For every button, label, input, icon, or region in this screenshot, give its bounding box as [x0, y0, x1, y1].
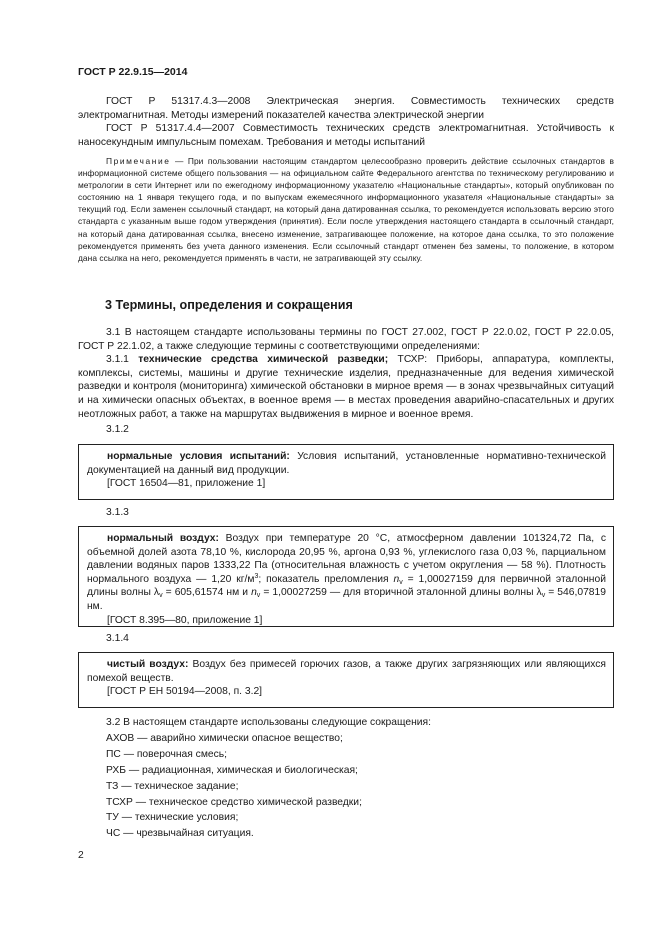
term-clean-air: чистый воздух: — [107, 659, 189, 670]
subscript: v — [256, 592, 261, 600]
definition-text: ; показатель преломления — [258, 573, 394, 585]
abbreviation-item: РХБ — радиационная, химическая и биологическая; — [106, 764, 358, 776]
abbreviation-item: ТЗ — техническое задание; — [106, 780, 239, 792]
subscript: v — [159, 592, 163, 600]
paragraph-3-1: 3.1 В настоящем стандарте использованы термины по ГОСТ 27.002, ГОСТ Р 22.0.02, ГОСТ Р 22.0.05, ГОСТ Р 22.1.02, а также следующие термины с соответствующими определениями: — [78, 327, 614, 352]
term-definition-3-1-2 — [87, 450, 606, 477]
definition-text: = 1,00027159 для первичной эталонной длины волны λ — [87, 573, 606, 599]
note-text: — При пользовании настоящим стандартом целесообразно проверить действие ссылочных стандартов в информационной системе общего пользования — на официальном сайте Федерального агентства по техническому регулированию и метрологии в сети Интернет или по ежегодному информационному указателю «Национальные стандарты», который опубликован по состоянию на 1 января текущего года, и по выпускам ежемесячного информационного указателя «Национальные стандарты» за текущий год. Если заменен ссылочный стандарт, на который дана датированная ссылка, то рекомендуется использовать версию этого стандарта с указанным выше годом утверждения (принятия). Если после утверждения настоящего стандарта в ссылочный стандарт, на который дана датированная ссылка, внесено изменение, затрагивающее положение, на которое дана ссылка, то это положение рекомендуется применять без учета данного изменения. Если ссылочный стандарт отменен без замены, то положение, в котором дана ссылка на него, рекомендуется применять в части, не затрагивающей эту ссылку. — [78, 156, 614, 263]
term-box-3-1-3 — [78, 526, 614, 627]
section-title: 3 Термины, определения и сокращения — [105, 298, 353, 312]
subscript: v — [399, 578, 403, 586]
page-header-doc-id: ГОСТ Р 22.9.15—2014 — [78, 66, 188, 78]
definition-text: = 605,61574 нм и — [162, 587, 252, 599]
page-number: 2 — [78, 850, 84, 861]
term-definition-3-1-3 — [87, 532, 606, 614]
note-paragraph — [78, 155, 614, 264]
abbreviation-item: ПС — поверочная смесь; — [106, 748, 228, 760]
term-source-3-1-4: [ГОСТ Р ЕН 50194—2008, п. 3.2] — [107, 686, 263, 698]
term-tshr: технические средства химической разведки; — [138, 354, 389, 366]
clause-number-3-1-4: 3.1.4 — [106, 633, 129, 644]
symbol-n: n — [251, 587, 257, 599]
section-3-1 — [78, 326, 614, 421]
clause-number-3-1-2: 3.1.2 — [106, 424, 129, 435]
term-source-3-1-3: [ГОСТ 8.395—80, приложение 1] — [107, 614, 263, 626]
clause-number-3-1-3: 3.1.3 — [106, 507, 129, 518]
definition-text: Воздух без примесей горючих газов, а также других загрязняющих или являющихся помехой веществ. — [87, 659, 606, 684]
term-box-3-1-4 — [78, 652, 614, 708]
symbol-n: n — [393, 573, 400, 585]
abbreviation-item: ТСХР — техническое средство химической разведки; — [106, 796, 362, 808]
term-normal-test-conditions: нормальные условия испытаний: — [107, 451, 290, 462]
definition-text: = 546,07819 нм. — [87, 587, 606, 612]
subscript: v — [541, 592, 546, 600]
note-label: Примечание — [106, 156, 171, 166]
definition-text: Условия испытаний, установленные нормативно-технической документацией на данный вид продукции. — [87, 451, 606, 476]
superscript: 3 — [254, 572, 259, 580]
intro-references — [78, 95, 614, 149]
abbreviations-list — [106, 715, 431, 842]
paragraph-3-1-1 — [78, 353, 614, 421]
abbreviation-item: ТУ — технические условия; — [106, 812, 239, 824]
paragraph-3-1-1-number: 3.1.1 — [106, 354, 139, 366]
definition-text: = 1,00027259 — для вторичной эталонной длины волны λ — [260, 587, 542, 599]
abbreviation-item: ЧС — чрезвычайная ситуация. — [106, 828, 254, 840]
term-box-3-1-2 — [78, 444, 614, 500]
paragraph-3-1-1-text: ТСХР: Приборы, аппаратура, комплекты, комплексы, системы, машины и другие технические изделия, предназначенные для ведения химической разведки и контроля (мониторинга) химической обстановки в мирное время — в зонах чрезвычайных ситуаций и на химически опасных объектах, в военное время — в местах проведения аварийно-спасательных и других неотложных работ, а также на маршрутах выдвижения в мирное и военное время. — [78, 354, 614, 420]
reference-gost-51317-4-4: ГОСТ Р 51317.4.4—2007 Совместимость технических средств электромагнитная. Устойчивость к наносекундным импульсным помехам. Требования и методы испытаний — [78, 123, 614, 148]
abbreviation-item: АХОВ — аварийно химически опасное вещество; — [106, 732, 343, 744]
term-normal-air: нормальный воздух: — [107, 533, 219, 544]
definition-text: Воздух при температуре 20 °С, атмосферном давлении 101324,72 Па, с объемной долей азота 78,10 %, кислорода 20,95 %, аргона 0,93 %, углекислого газа 0,03 %, парциальном давлении водяных паров 1333,22 Па (относительная влажность с учетом округления — 58 %). Плотность нормального воздуха — 1,20 кг/м — [87, 533, 606, 585]
abbreviations-intro: 3.2 В настоящем стандарте использованы следующие сокращения: — [106, 717, 431, 728]
term-definition-3-1-4 — [87, 658, 606, 685]
reference-gost-51317-4-3: ГОСТ Р 51317.4.3—2008 Электрическая энергия. Совместимость технических средств электромагнитная. Методы измерений показателей качества электрической энергии — [78, 96, 614, 121]
note-block — [78, 155, 614, 264]
term-source-3-1-2: [ГОСТ 16504—81, приложение 1] — [107, 478, 266, 490]
